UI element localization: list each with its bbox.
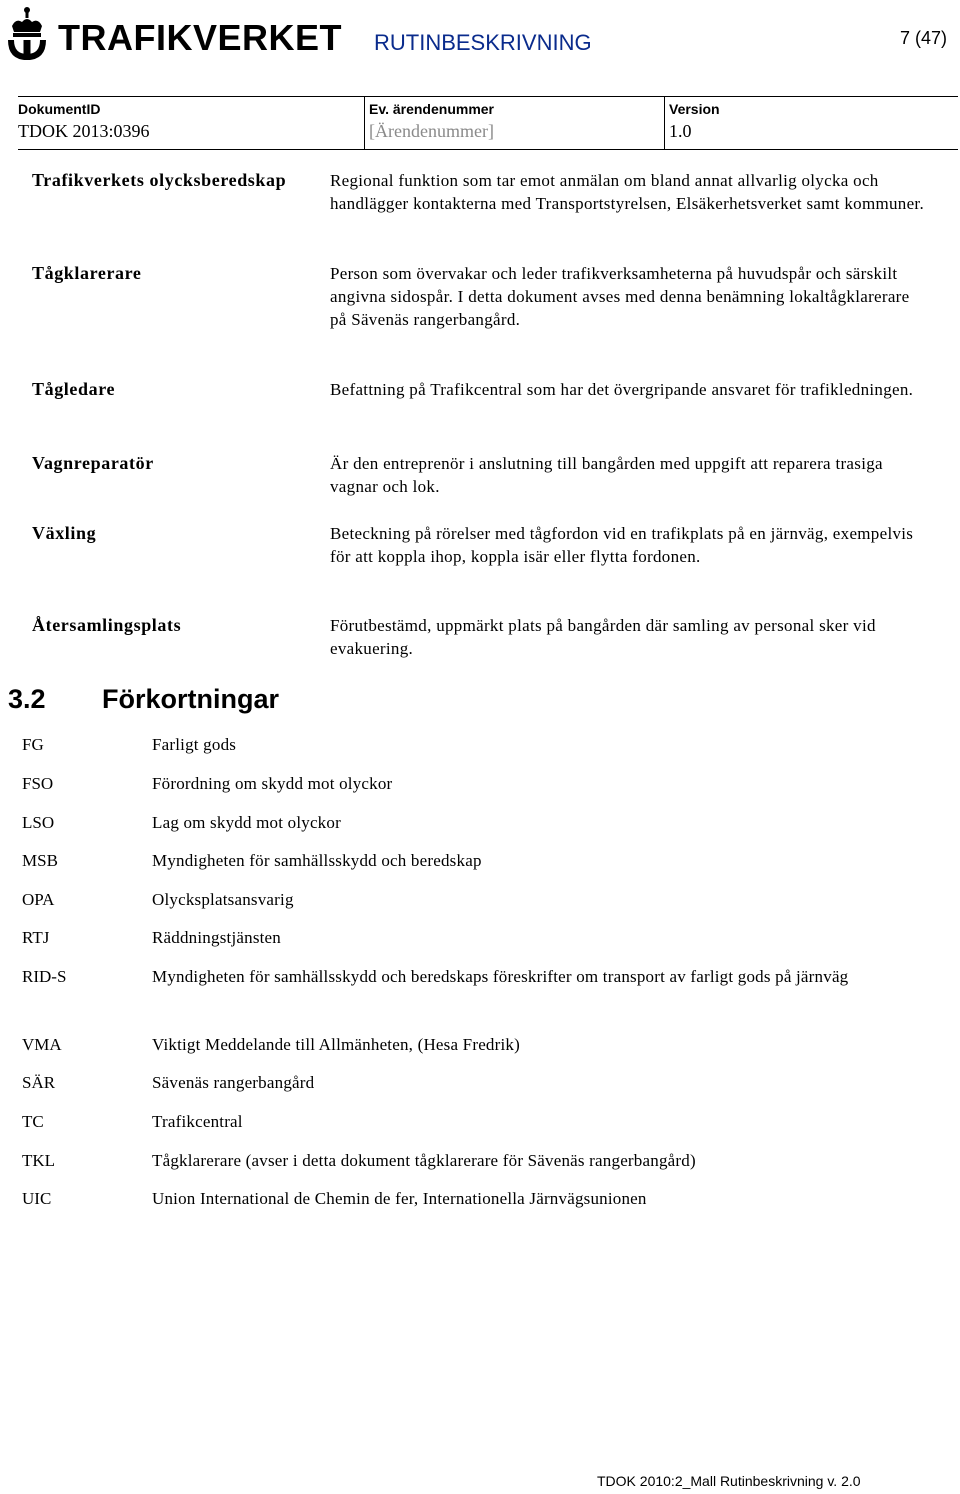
abbreviation: FG	[22, 735, 44, 754]
definition-text: Förutbestämd, uppmärkt plats på bangården där samling av personal sker vid evakuering.	[330, 616, 876, 658]
template-footer: TDOK 2010:2_Mall Rutinbeskrivning v. 2.0	[597, 1473, 861, 1489]
document-id-value: TDOK 2013:0396	[18, 121, 150, 141]
definition-term: Tågklarerare	[32, 263, 142, 283]
crown-emblem-icon	[4, 6, 50, 62]
document-id-label: DokumentID	[18, 101, 101, 117]
abbreviation: RID-S	[22, 967, 67, 986]
abbreviation: UIC	[22, 1189, 52, 1208]
definition-term: Vagnreparatör	[32, 453, 154, 473]
trafikverket-logo	[4, 6, 342, 62]
definition-text: Beteckning på rörelser med tågfordon vid en trafikplats på en järnväg, exempelvis för att koppla ihop, koppla isär eller flytta fordonen.	[330, 524, 914, 566]
abbreviation: LSO	[22, 813, 55, 832]
document-type-title: RUTINBESKRIVNING	[374, 30, 592, 55]
definition-term: Återsamlingsplats	[32, 615, 182, 635]
abbreviation-description: Räddningstjänsten	[152, 928, 281, 947]
definition-text: Regional funktion som tar emot anmälan om bland annat allvarlig olycka och handlägger kontakterna med Transportstyrelsen, Elsäkerhetsverket samt kommuner.	[330, 171, 925, 213]
abbreviation: OPA	[22, 890, 55, 909]
abbreviation-description: Union International de Chemin de fer, Internationella Järnvägsunionen	[152, 1189, 647, 1208]
abbreviation-description: Lag om skydd mot olyckor	[152, 813, 341, 832]
definition-term: Tågledare	[32, 379, 116, 399]
section-heading	[8, 684, 279, 715]
version-cell	[664, 97, 959, 149]
abbreviation-description: Myndigheten för samhällsskydd och beredskaps föreskrifter om transport av farligt gods på järnväg	[152, 967, 849, 986]
abbreviation-description: Olycksplatsansvarig	[152, 890, 294, 909]
abbreviation-description: Förordning om skydd mot olyckor	[152, 774, 393, 793]
section-title: Förkortningar	[102, 684, 280, 714]
abbreviation: SÄR	[22, 1073, 56, 1092]
case-number-label: Ev. ärendenummer	[369, 101, 495, 117]
definition-text: Befattning på Trafikcentral som har det övergripande ansvaret för trafikledningen.	[330, 380, 914, 399]
document-id-cell	[18, 97, 364, 149]
abbreviation: MSB	[22, 851, 58, 870]
abbreviation: RTJ	[22, 928, 50, 947]
abbreviation-description: Myndigheten för samhällsskydd och beredskap	[152, 851, 482, 870]
abbreviation-description: Trafikcentral	[152, 1112, 243, 1131]
abbreviation-description: Viktigt Meddelande till Allmänheten, (Hesa Fredrik)	[152, 1035, 520, 1054]
abbreviation: TC	[22, 1112, 44, 1131]
abbreviation: VMA	[22, 1035, 62, 1054]
abbreviation: TKL	[22, 1151, 56, 1170]
abbreviation-description: Sävenäs rangerbangård	[152, 1073, 315, 1092]
version-label: Version	[669, 101, 720, 117]
definition-text: Är den entreprenör i anslutning till bangården med uppgift att reparera trasiga vagnar och lok.	[330, 454, 883, 496]
document-metadata-bar	[18, 96, 958, 150]
case-number-cell	[364, 97, 665, 149]
definition-term: Växling	[32, 523, 97, 543]
version-value: 1.0	[669, 121, 692, 141]
abbreviation: FSO	[22, 774, 54, 793]
abbreviation-description: Tågklarerare (avser i detta dokument tågklarerare för Sävenäs rangerbangård)	[152, 1151, 696, 1170]
definition-text: Person som övervakar och leder trafikverksamheterna på huvudspår och särskilt angivna sidospår. I detta dokument avses med denna benämning lokaltågklarerare på Sävenäs rangerbangård.	[330, 264, 910, 329]
definition-term: Trafikverkets olycksberedskap	[32, 170, 287, 190]
section-number: 3.2	[8, 684, 46, 714]
case-number-value: [Ärendenummer]	[369, 121, 494, 141]
page-number: 7 (47)	[900, 28, 948, 48]
abbreviation-description: Farligt gods	[152, 735, 237, 754]
logo-wordmark: TRAFIKVERKET	[58, 17, 342, 58]
